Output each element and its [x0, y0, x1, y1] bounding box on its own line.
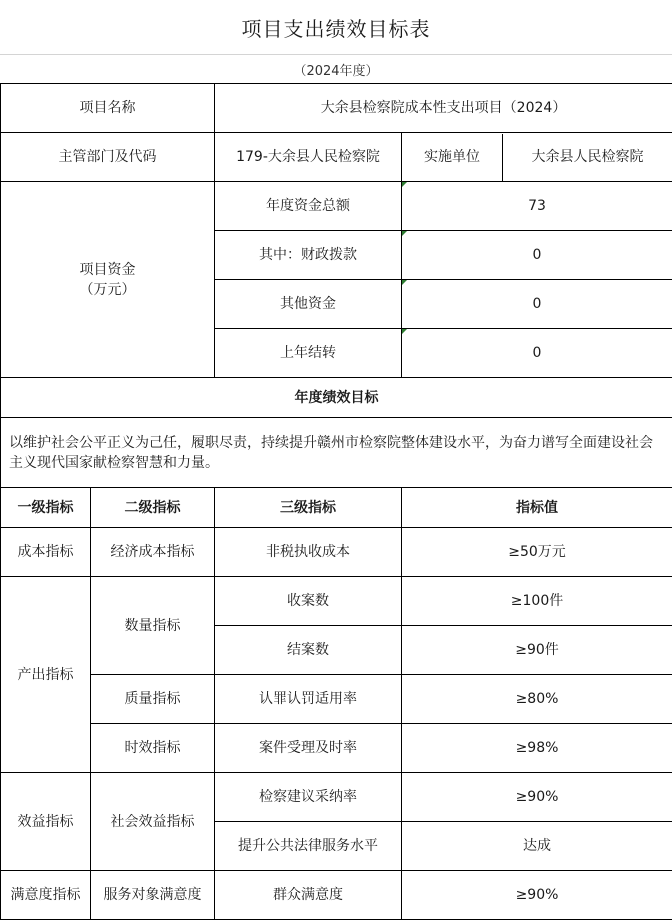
level3-value: ≥90%	[402, 773, 672, 822]
level2-cell: 服务对象满意度	[91, 871, 215, 920]
implementing-unit-value: 大余县人民检察院	[531, 149, 644, 165]
level2-cell: 数量指标	[91, 577, 215, 675]
header-value: 指标值	[402, 488, 672, 528]
level1-cell: 满意度指标	[1, 871, 91, 920]
funds-label-text: 项目资金 （万元）	[79, 261, 136, 298]
implementing-unit-label: 实施单位	[402, 134, 503, 181]
sheet-title: 项目支出绩效目标表	[0, 0, 672, 55]
goal-heading: 年度绩效目标	[1, 378, 672, 418]
indicator-row	[1, 773, 672, 822]
level3-value: ≥90件	[402, 626, 672, 675]
project-name-value: 大余县检察院成本性支出项目（2024）	[215, 84, 672, 133]
performance-table	[0, 83, 672, 920]
level2-cell: 社会效益指标	[91, 773, 215, 871]
goal-text: 以维护社会公平正义为己任，履职尽责，持续提升赣州市检察院整体建设水平，为奋力谱写全面建设社会主义现代国家献检察智慧和力量。	[1, 418, 672, 488]
level3-value: 达成	[402, 822, 672, 871]
department-row	[1, 133, 672, 182]
funds-row-value: 73	[402, 182, 672, 231]
level1-cell: 效益指标	[1, 773, 91, 871]
department-label: 主管部门及代码	[1, 133, 215, 182]
level3-value: ≥50万元	[402, 528, 672, 577]
level3-name: 提升公共法律服务水平	[215, 822, 402, 871]
level3-value: ≥100件	[402, 577, 672, 626]
level1-cell: 成本指标	[1, 528, 91, 577]
indicator-row	[1, 675, 672, 724]
level2-cell: 质量指标	[91, 675, 215, 724]
level3-value: ≥90%	[402, 871, 672, 920]
level3-value: ≥80%	[402, 675, 672, 724]
level2-cell: 时效指标	[91, 724, 215, 773]
funds-row-label: 上年结转	[215, 329, 402, 378]
indicator-row	[1, 724, 672, 773]
indicator-row	[1, 577, 672, 626]
indicator-header-row	[1, 488, 672, 528]
level3-name: 收案数	[215, 577, 402, 626]
funds-row-value: 0	[402, 329, 672, 378]
level3-name: 群众满意度	[215, 871, 402, 920]
funds-row-label: 年度资金总额	[215, 182, 402, 231]
funds-row-value: 0	[402, 280, 672, 329]
level1-cell: 产出指标	[1, 577, 91, 773]
funds-row-value: 0	[402, 231, 672, 280]
goal-text-row	[1, 418, 672, 488]
level3-name: 检察建议采纳率	[215, 773, 402, 822]
project-name-label: 项目名称	[1, 84, 215, 133]
header-level1: 一级指标	[1, 488, 91, 528]
level2-cell: 经济成本指标	[91, 528, 215, 577]
level3-name: 结案数	[215, 626, 402, 675]
funds-label	[1, 182, 215, 378]
funds-row	[1, 182, 672, 231]
level3-name: 认罪认罚适用率	[215, 675, 402, 724]
level3-name: 非税执收成本	[215, 528, 402, 577]
indicator-row	[1, 871, 672, 920]
funds-row-label: 其他资金	[215, 280, 402, 329]
indicator-row	[1, 528, 672, 577]
project-name-row	[1, 84, 672, 133]
level3-value: ≥98%	[402, 724, 672, 773]
year-label: （2024年度）	[293, 63, 379, 79]
goal-heading-row	[1, 378, 672, 418]
header-level3: 三级指标	[215, 488, 402, 528]
header-level2: 二级指标	[91, 488, 215, 528]
implementing-unit-cell	[402, 133, 672, 182]
department-value: 179-大余县人民检察院	[215, 133, 402, 182]
funds-row-label: 其中：财政拨款	[215, 231, 402, 280]
level3-name: 案件受理及时率	[215, 724, 402, 773]
